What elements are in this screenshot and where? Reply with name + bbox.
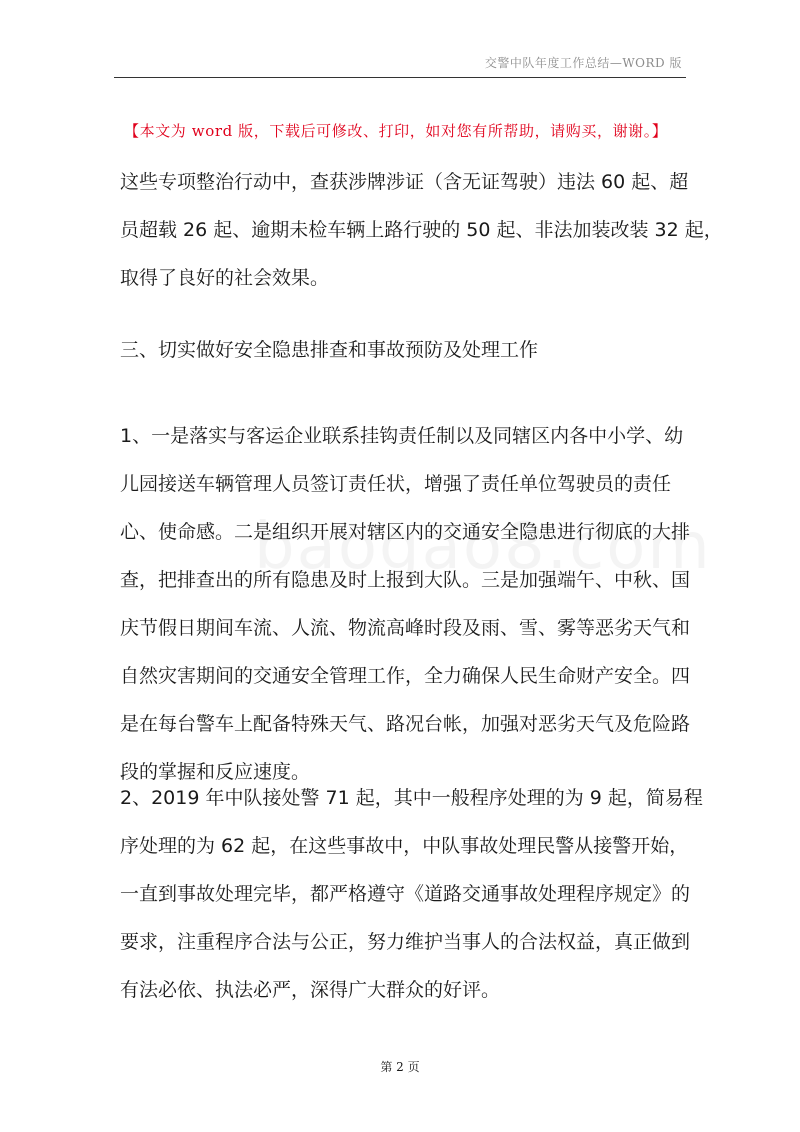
text-line: 员超载 26 起、逾期未检车辆上路行驶的 50 起、非法加装改装 32 起， bbox=[120, 219, 723, 241]
paragraph-item-1 bbox=[120, 412, 691, 796]
header-divider bbox=[114, 77, 686, 78]
page-number: 第 2 页 bbox=[380, 1060, 420, 1074]
text-line: 是在每台警车上配备特殊天气、路况台帐，加强对恶劣天气及危险路 bbox=[120, 713, 691, 735]
text-line: 庆节假日期间车流、人流、物流高峰时段及雨、雪、雾等恶劣天气和 bbox=[120, 617, 691, 639]
text-line: 心、使命感。二是组织开展对辖区内的交通安全隐患进行彻底的大排 bbox=[120, 521, 691, 543]
section-heading bbox=[120, 326, 686, 374]
download-notice: 【本文为 word 版，下载后可修改、打印，如对您有所帮助，请购买，谢谢。】 bbox=[124, 122, 668, 140]
paragraph-item-2 bbox=[120, 774, 703, 1014]
running-header: 交警中队年度工作总结—WORD 版 bbox=[484, 56, 682, 70]
text-line: 自然灾害期间的交通安全管理工作，全力确保人民生命财产安全。四 bbox=[120, 665, 691, 687]
text-line: 有法必依、执法必严，深得广大群众的好评。 bbox=[120, 979, 501, 1001]
section-heading-text: 三、切实做好安全隐患排查和事故预防及处理工作 bbox=[120, 339, 539, 361]
text-line: 取得了良好的社会效果。 bbox=[120, 267, 330, 289]
text-line: 序处理的为 62 起，在这些事故中，中队事故处理民警从接警开始， bbox=[120, 835, 689, 857]
text-line: 段的掌握和反应速度。 bbox=[120, 761, 311, 783]
text-line: 2、2019 年中队接处警 71 起，其中一般程序处理的为 9 起，简易程 bbox=[120, 787, 703, 809]
text-line: 一直到事故处理完毕，都严格遵守《道路交通事故处理程序规定》的 bbox=[120, 883, 691, 905]
text-line: 这些专项整治行动中，查获涉牌涉证（含无证驾驶）违法 60 起、超 bbox=[120, 171, 689, 193]
text-line: 要求，注重程序合法与公正，努力维护当事人的合法权益，真正做到 bbox=[120, 931, 691, 953]
paragraph-1 bbox=[120, 158, 723, 302]
text-line: 查，把排查出的所有隐患及时上报到大队。三是加强端午、中秋、国 bbox=[120, 569, 691, 591]
text-line: 1、一是落实与客运企业联系挂钩责任制以及同辖区内各中小学、幼 bbox=[120, 425, 684, 447]
text-line: 儿园接送车辆管理人员签订责任状，增强了责任单位驾驶员的责任 bbox=[120, 473, 672, 495]
